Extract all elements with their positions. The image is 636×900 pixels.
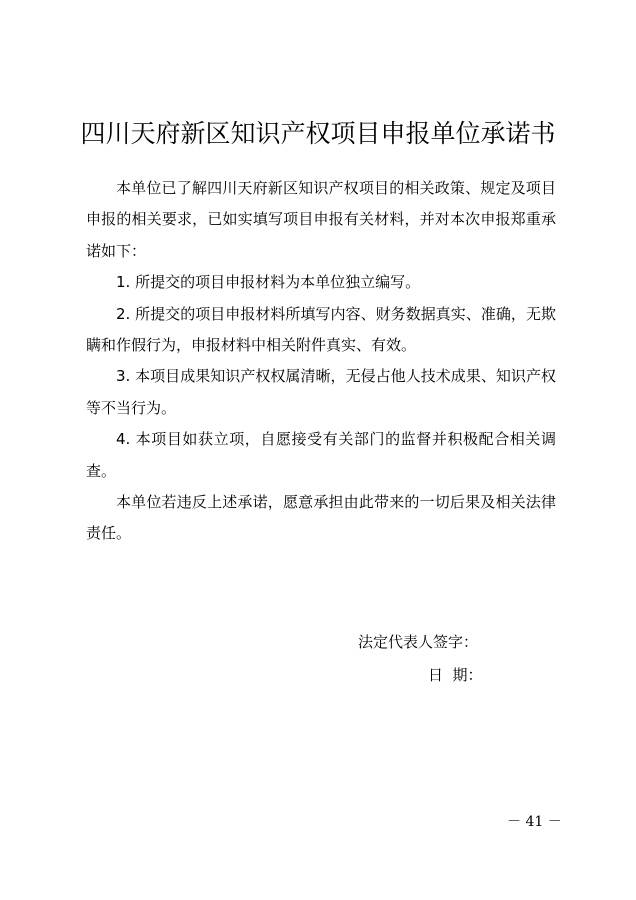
signature-label: 法定代表人签字： [358,633,479,651]
commitment-item-4: 4. 本项目如获立项，自愿接受有关部门的监督并积极配合相关调查。 [86,430,556,480]
commitment-item-2: 2. 所提交的项目申报材料所填写内容、财务数据真实、准确，无欺瞒和作假行为，申报材料中相关附件真实、有效。 [86,304,556,355]
date-label: 日 期： [428,666,483,684]
commitment-body [86,173,556,550]
page-number: － 41 － [507,814,562,830]
closing-paragraph: 本单位若违反上述承诺，愿意承担由此带来的一切后果及相关法律责任。 [86,493,556,543]
commitment-item-1: 1. 所提交的项目申报材料为本单位独立编写。 [116,273,421,292]
intro-paragraph: 本单位已了解四川天府新区知识产权项目的相关政策、规定及项目申报的相关要求，已如实填写项目申报有关材料，并对本次申报郑重承诺如下： [86,179,556,260]
document-title: 四川天府新区知识产权项目申报单位承诺书 [80,119,556,148]
commitment-item-3: 3. 本项目成果知识产权权属清晰，无侵占他人技术成果、知识产权等不当行为。 [86,367,556,417]
